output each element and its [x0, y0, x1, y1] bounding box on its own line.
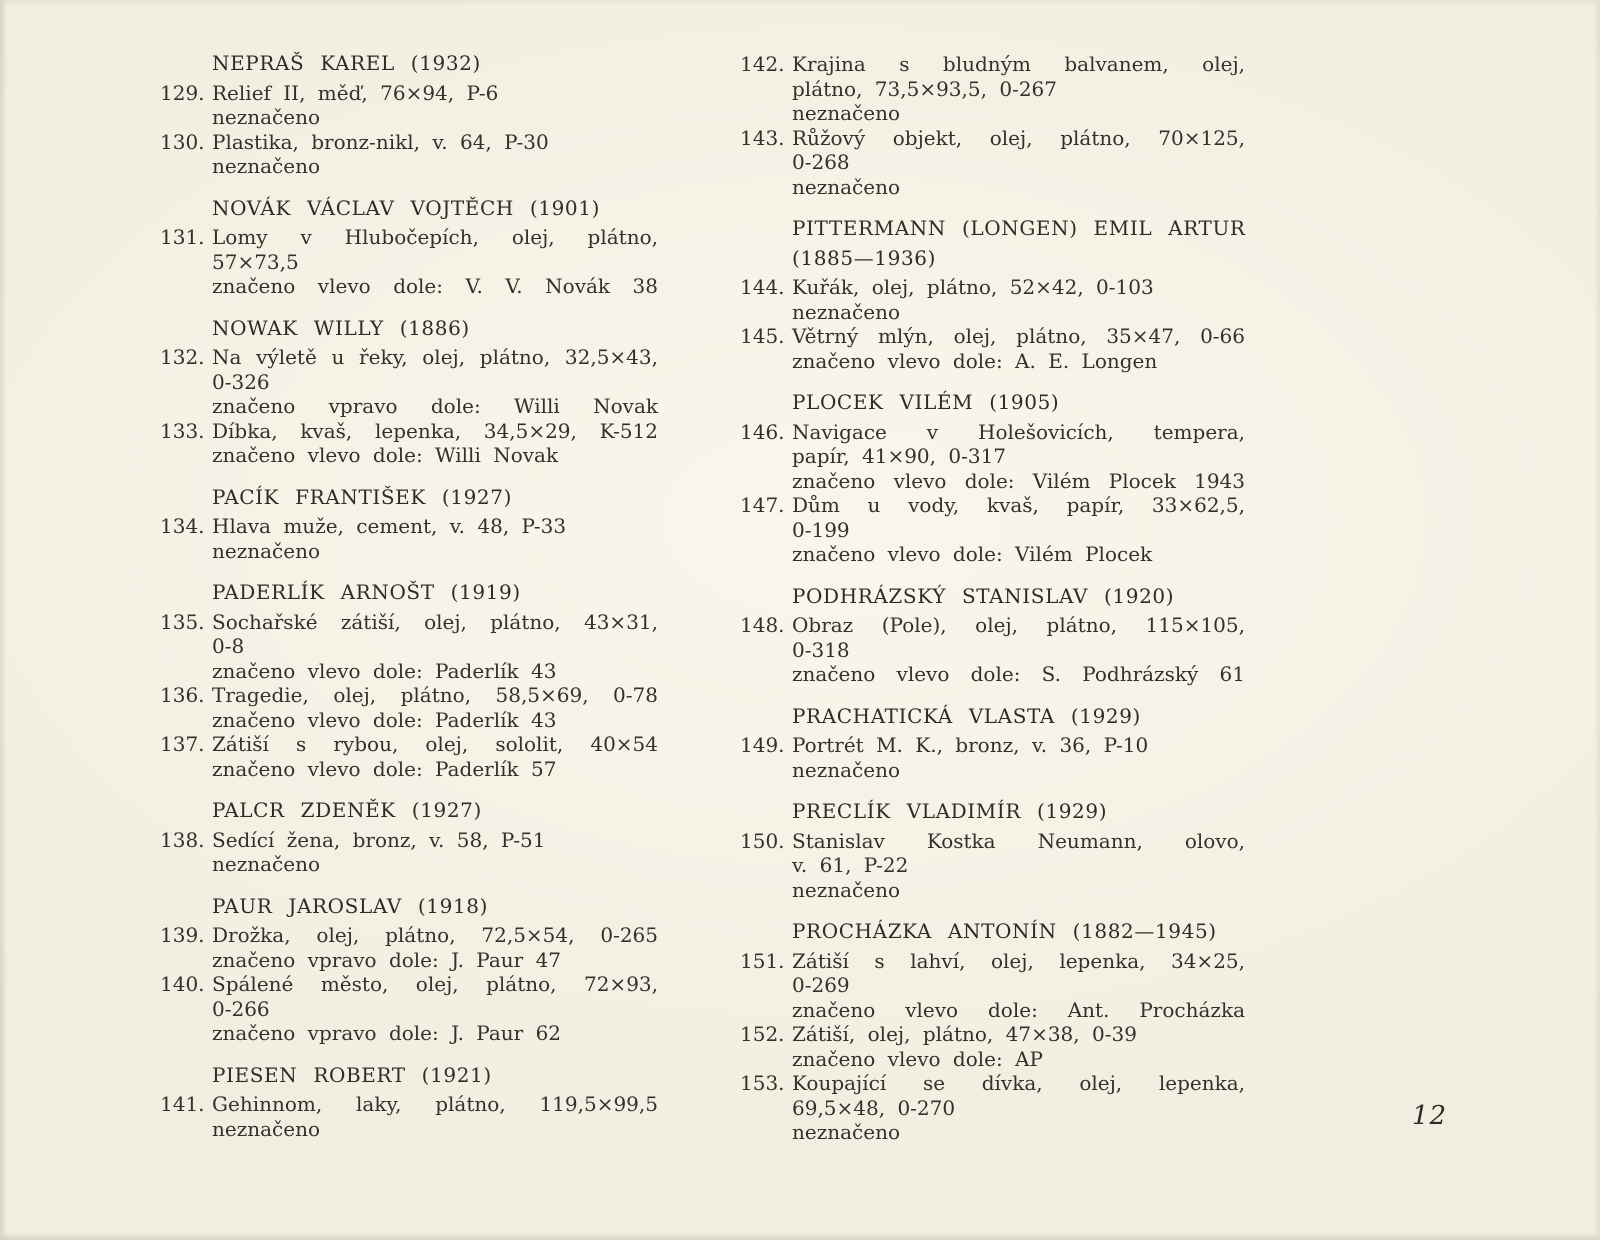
artist-header — [792, 390, 1245, 415]
entry-line: papír, 41×90, 0-317 — [792, 444, 1007, 468]
entry-line: Spálené město, olej, plátno, 72×93, — [212, 972, 658, 996]
artist-header-line: PIESEN ROBERT (1921) — [212, 1062, 492, 1087]
entry-number: 138. — [160, 827, 205, 852]
entry-number: 140. — [160, 972, 205, 996]
catalog-section — [160, 51, 658, 179]
artist-header-line: PRACHATICKÁ VLASTA (1929) — [792, 703, 1141, 728]
entry-number: 144. — [740, 275, 785, 299]
catalog-section — [740, 390, 1245, 567]
artist-header-line: NOWAK WILLY (1886) — [212, 315, 470, 340]
entry-number: 131. — [160, 225, 205, 249]
artist-header — [792, 584, 1245, 609]
artist-header — [792, 216, 1245, 270]
entry-line: Drožka, olej, plátno, 72,5×54, 0-265 — [212, 923, 658, 947]
catalog-section — [160, 580, 658, 781]
entry-line: neznačeno — [212, 105, 321, 129]
catalog-entry — [160, 827, 658, 877]
entry-line: neznačeno — [792, 101, 901, 125]
entry-line: plátno, 73,5×93,5, 0-267 — [792, 76, 1057, 101]
catalog-section — [160, 894, 658, 1046]
artist-header — [792, 919, 1245, 944]
catalog-entry — [160, 514, 658, 563]
entry-line: 0-318 — [792, 637, 850, 662]
catalog-section — [740, 704, 1245, 783]
entry-number: 141. — [160, 1092, 205, 1116]
entry-line: značeno vlevo dole: Willi Novak — [212, 443, 559, 467]
artist-header-line: PADERLÍK ARNOŠT (1919) — [212, 580, 521, 604]
entry-line: značeno vpravo dole: Willi Novak — [212, 394, 658, 418]
entry-line: značeno vlevo dole: Paderlík 43 — [212, 707, 557, 732]
entry-number: 134. — [160, 514, 205, 538]
entry-number: 137. — [160, 732, 205, 756]
artist-header — [212, 485, 658, 510]
entry-line: 69,5×48, 0-270 — [792, 1095, 956, 1120]
catalog-entry — [160, 683, 658, 732]
entry-line: Větrný mlýn, olej, plátno, 35×47, 0-66 — [792, 324, 1245, 348]
catalog-entry — [740, 493, 1245, 567]
entry-line: 0-199 — [792, 517, 850, 542]
entry-line: 0-268 — [792, 150, 850, 174]
artist-header — [212, 1063, 658, 1088]
entry-line: Zátiší s rybou, olej, sololit, 40×54 — [212, 732, 658, 756]
entry-number: 151. — [740, 948, 785, 973]
artist-header — [212, 196, 658, 221]
page-number: 12 — [1412, 1101, 1448, 1131]
entry-line: 0-266 — [212, 996, 270, 1021]
entry-line: neznačeno — [792, 299, 901, 324]
entry-line: Sochařské zátiší, olej, plátno, 43×31, — [212, 609, 658, 634]
entry-number: 149. — [740, 733, 785, 757]
entry-number: 142. — [740, 52, 785, 76]
artist-header-line: PLOCEK VILÉM (1905) — [792, 390, 1060, 414]
entry-line: značeno vlevo dole: A. E. Longen — [792, 348, 1158, 373]
catalog-entry — [160, 1092, 658, 1141]
catalog-entry — [160, 225, 658, 299]
left-column — [160, 0, 658, 1141]
artist-header-line: PROCHÁZKA ANTONÍN (1882—1945) — [792, 919, 1217, 943]
entry-line: Navigace v Holešovicích, tempera, — [792, 419, 1245, 444]
artist-header-line: NEPRAŠ KAREL (1932) — [212, 51, 481, 75]
entry-number: 152. — [740, 1022, 785, 1046]
catalog-entry — [740, 324, 1245, 373]
entry-number: 143. — [740, 125, 785, 150]
artist-header-line: (1885—1936) — [792, 245, 937, 270]
entry-line: značeno vpravo dole: J. Paur 47 — [212, 947, 562, 972]
entry-line: Stanislav Kostka Neumann, olovo, — [792, 828, 1245, 853]
entry-line: Kuřák, olej, plátno, 52×42, 0-103 — [792, 275, 1154, 299]
entry-number: 145. — [740, 324, 785, 348]
catalog-entry — [160, 609, 658, 684]
entry-number: 136. — [160, 683, 205, 707]
artist-header — [212, 580, 658, 605]
entry-line: Růžový objekt, olej, plátno, 70×125, — [792, 125, 1245, 150]
artist-header — [212, 798, 658, 823]
catalog-section — [740, 52, 1245, 199]
entry-line: neznačeno — [792, 877, 901, 902]
catalog-entry — [160, 129, 658, 179]
catalog-entry — [740, 125, 1245, 200]
entry-line: 57×73,5 — [212, 249, 299, 274]
catalog-entry — [740, 613, 1245, 687]
entry-line: 0-8 — [212, 634, 245, 658]
entry-line: Lomy v Hlubočepích, olej, plátno, — [212, 225, 658, 249]
artist-header-line: NOVÁK VÁCLAV VOJTĚCH (1901) — [212, 195, 600, 220]
artist-header-line: PODHRÁZSKÝ STANISLAV (1920) — [792, 583, 1175, 608]
entry-line: Hlava muže, cement, v. 48, P-33 — [212, 514, 567, 538]
entry-number: 135. — [160, 609, 205, 634]
entry-line: Krajina s bludným balvanem, olej, — [792, 52, 1245, 76]
artist-header — [792, 799, 1245, 824]
artist-header — [212, 316, 658, 341]
entry-line: Koupající se dívka, olej, lepenka, — [792, 1071, 1245, 1095]
artist-header-line: PALCR ZDENĚK (1927) — [212, 798, 482, 822]
entry-line: značeno vlevo dole: AP — [792, 1046, 1043, 1071]
catalog-entry — [160, 923, 658, 972]
right-column — [740, 0, 1245, 1145]
entry-line: neznačeno — [212, 154, 321, 178]
entry-line: Díbka, kvaš, lepenka, 34,5×29, K-512 — [212, 418, 658, 443]
entry-line: neznačeno — [792, 757, 901, 782]
entry-line: značeno vpravo dole: J. Paur 62 — [212, 1021, 562, 1045]
entry-number: 146. — [740, 419, 785, 444]
entry-line: neznačeno — [212, 1116, 321, 1141]
catalog-entry — [740, 1071, 1245, 1145]
entry-line: značeno vlevo dole: Paderlík 57 — [212, 756, 557, 781]
catalog-section — [740, 799, 1245, 902]
entry-number: 133. — [160, 418, 205, 443]
artist-header-line: PITTERMANN (LONGEN) EMIL ARTUR — [792, 216, 1246, 240]
entry-line: Plastika, bronz-nikl, v. 64, P-30 — [212, 129, 549, 154]
entry-line: Dům u vody, kvaš, papír, 33×62,5, — [792, 493, 1245, 517]
catalog-section — [740, 216, 1245, 373]
entry-number: 129. — [160, 80, 205, 105]
catalog-entry — [740, 1022, 1245, 1071]
entry-line: Zátiší s lahví, olej, lepenka, 34×25, — [792, 948, 1245, 973]
entry-line: neznačeno — [212, 538, 321, 563]
entry-line: 0-269 — [792, 973, 850, 997]
catalog-entry — [160, 972, 658, 1046]
catalog-entry — [160, 732, 658, 781]
catalog-entry — [740, 828, 1245, 903]
entry-number: 130. — [160, 129, 205, 154]
entry-line: značeno vlevo dole: Paderlík 43 — [212, 658, 557, 683]
catalog-section — [160, 798, 658, 877]
catalog-section — [160, 316, 658, 468]
catalog-entry — [740, 948, 1245, 1023]
entry-line: značeno vlevo dole: Vilém Plocek 1943 — [792, 468, 1245, 493]
entry-number: 150. — [740, 828, 785, 853]
entry-number: 132. — [160, 345, 205, 369]
artist-header — [792, 704, 1245, 729]
entry-line: Tragedie, olej, plátno, 58,5×69, 0-78 — [212, 683, 658, 707]
catalog-entry — [160, 345, 658, 419]
entry-line: v. 61, P-22 — [792, 853, 909, 877]
artist-header — [212, 894, 658, 919]
catalog-entry — [740, 419, 1245, 494]
catalog-section — [160, 485, 658, 564]
catalog-section — [160, 1063, 658, 1142]
catalog-section — [740, 919, 1245, 1145]
entry-line: neznačeno — [792, 1120, 901, 1144]
entry-line: značeno vlevo dole: S. Podhrázský 61 — [792, 662, 1245, 686]
catalog-section — [740, 584, 1245, 687]
artist-header-line: PACÍK FRANTIŠEK (1927) — [212, 484, 512, 509]
entry-line: Portrét M. K., bronz, v. 36, P-10 — [792, 733, 1149, 757]
entry-line: Obraz (Pole), olej, plátno, 115×105, — [792, 613, 1245, 637]
entry-line: Sedící žena, bronz, v. 58, P-51 — [212, 827, 546, 852]
entry-line: Na výletě u řeky, olej, plátno, 32,5×43, — [212, 345, 658, 369]
catalog-entry — [740, 733, 1245, 782]
entry-line: neznačeno — [212, 852, 321, 876]
entry-line: Relief II, měď, 76×94, P-6 — [212, 80, 499, 105]
catalog-entry — [160, 80, 658, 130]
entry-line: Gehinnom, laky, plátno, 119,5×99,5 — [212, 1092, 658, 1116]
entry-number: 153. — [740, 1071, 785, 1095]
entry-number: 148. — [740, 613, 785, 637]
artist-header-line: PAUR JAROSLAV (1918) — [212, 893, 488, 918]
catalog-section — [160, 196, 658, 299]
catalog-entry — [740, 52, 1245, 126]
catalog-entry — [160, 418, 658, 468]
catalog-entry — [740, 275, 1245, 324]
entry-number: 139. — [160, 923, 205, 947]
entry-line: značeno vlevo dole: Ant. Procházka — [792, 997, 1245, 1022]
artist-header-line: PRECLÍK VLADIMÍR (1929) — [792, 799, 1108, 823]
artist-header — [212, 51, 658, 76]
entry-line: značeno vlevo dole: V. V. Novák 38 — [212, 274, 658, 298]
entry-line: 0-326 — [212, 369, 270, 394]
entry-line: značeno vlevo dole: Vilém Plocek — [792, 542, 1153, 566]
entry-number: 147. — [740, 493, 785, 517]
entry-line: neznačeno — [792, 174, 901, 199]
entry-line: Zátiší, olej, plátno, 47×38, 0-39 — [792, 1022, 1137, 1046]
